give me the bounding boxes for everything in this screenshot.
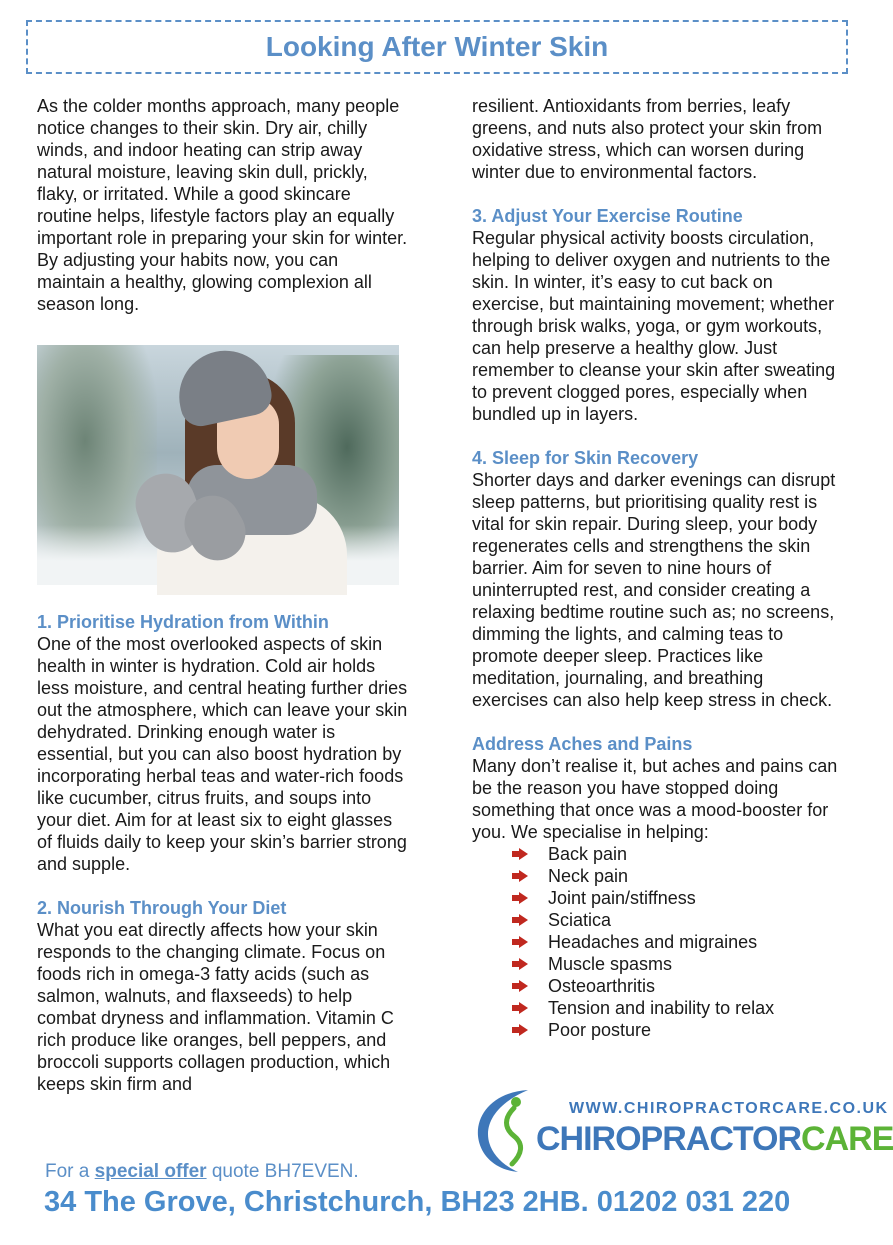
intro-paragraph: As the colder months approach, many people notice changes to their skin. Dry air, chilly winds, and indoor heating can strip away natural moisture, leaving skin dull, prickly, flaky, or irritated. While a good skincare routine helps, lifestyle factors play an equally important role in preparing your skin for winter. By adjusting your habits now, you can maintain a healthy, glowing complexion all season long. xyxy=(37,96,408,314)
section-heading-aches: Address Aches and Pains xyxy=(472,734,693,754)
section-heading-hydration: 1. Prioritise Hydration from Within xyxy=(37,612,329,632)
section-body-diet: What you eat directly affects how your skin responds to the changing climate. Focus on foods rich in omega-3 fatty acids (such as salmon, walnuts, and flaxseeds) to help combat dryness and inflammation. Vitamin C rich produce like oranges, bell peppers, and broccoli supports collagen production, which keeps skin firm and xyxy=(37,920,394,1094)
red-arrow-icon xyxy=(512,958,528,970)
section-heading-diet: 2. Nourish Through Your Diet xyxy=(37,898,287,918)
red-arrow-icon xyxy=(512,980,528,992)
list-item: Muscle spasms xyxy=(512,953,840,975)
section-body-diet-continued: resilient. Antioxidants from berries, leafy greens, and nuts also protect your skin from oxidative stress, which can worsen during winter due to environmental factors. xyxy=(472,96,823,182)
red-arrow-icon xyxy=(512,936,528,948)
chiropractor-care-logo xyxy=(474,1084,893,1176)
list-item: Osteoarthritis xyxy=(512,975,840,997)
list-item: Joint pain/stiffness xyxy=(512,887,840,909)
left-column xyxy=(37,95,409,1095)
list-item: Sciatica xyxy=(512,909,840,931)
red-arrow-icon xyxy=(512,848,528,860)
right-column xyxy=(472,95,840,1041)
red-arrow-icon xyxy=(512,870,528,882)
red-arrow-icon xyxy=(512,914,528,926)
special-offer-link: special offer xyxy=(94,1161,207,1182)
logo-wordmark: CHIROPRACTORCARE xyxy=(536,1120,893,1158)
list-item: Back pain xyxy=(512,843,840,865)
section-heading-exercise: 3. Adjust Your Exercise Routine xyxy=(472,206,743,226)
section-body-hydration: One of the most overlooked aspects of skin health in winter is hydration. Cold air holds less moisture, and central heating further dries out the atmosphere, which can leave your skin dehydrated. Drinking enough water is essential, but you can also boost hydration by incorporating herbal teas and water-rich foods like cucumber, citrus fruits, and soups into your diet. Aim for at least six to eight glasses of fluids daily to keep your skin’s barrier strong and supple. xyxy=(37,634,408,874)
red-arrow-icon xyxy=(512,1002,528,1014)
section-body-sleep: Shorter days and darker evenings can disrupt sleep patterns, but prioritising quality rest is vital for skin repair. During sleep, your body regenerates cells and strengthens the skin barrier. Aim for seven to nine hours of uninterrupted rest, and consider creating a relaxing bedtime routine such as; no screens, dimming the lights, and calming teas to promote deeper sleep. Practices like meditation, journaling, and breathing exercises can also help keep stress in check. xyxy=(472,470,836,710)
red-arrow-icon xyxy=(512,892,528,904)
red-arrow-icon xyxy=(512,1024,528,1036)
page-title: Looking After Winter Skin xyxy=(265,31,609,62)
conditions-list xyxy=(472,843,840,1041)
section-body-exercise: Regular physical activity boosts circulation, helping to deliver oxygen and nutrients to the skin. In winter, it’s easy to cut back on exercise, but maintaining movement; whether through brisk walks, yoga, or gym workouts, can help preserve a healthy glow. Just remember to cleanse your skin after sweating to prevent clogged pores, especially when bundled up in layers. xyxy=(472,228,836,424)
list-item: Headaches and migraines xyxy=(512,931,840,953)
address-phone: 34 The Grove, Christchurch, BH23 2HB. 01202 031 220 xyxy=(44,1186,791,1218)
section-body-aches: Many don’t realise it, but aches and pains can be the reason you have stopped doing something that once was a mood-booster for you. We specialise in helping: xyxy=(472,756,838,842)
section-heading-sleep: 4. Sleep for Skin Recovery xyxy=(472,448,699,468)
special-offer-line: For a special offer quote BH7EVEN. xyxy=(45,1161,359,1182)
list-item: Poor posture xyxy=(512,1019,840,1041)
list-item: Tension and inability to relax xyxy=(512,997,840,1019)
list-item: Neck pain xyxy=(512,865,840,887)
title-banner xyxy=(26,20,848,74)
logo-website: WWW.CHIROPRACTORCARE.CO.UK xyxy=(569,1100,889,1117)
woman-winter-photo xyxy=(37,345,399,585)
